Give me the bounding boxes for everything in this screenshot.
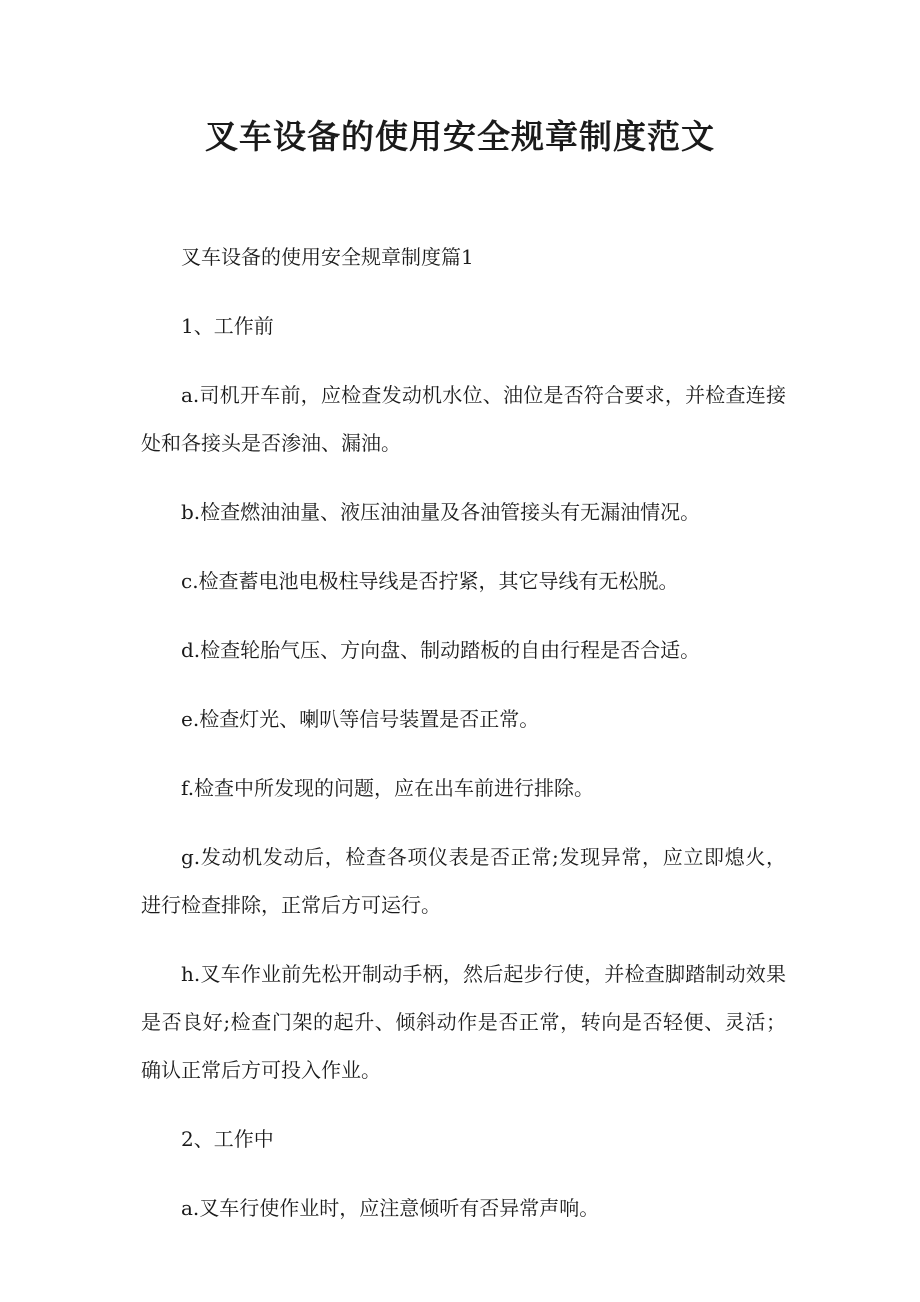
subsection-heading: 2、工作中 xyxy=(181,1127,274,1151)
paragraph: h.叉车作业前先松开制动手柄，然后起步行使，并检查脚踏制动效果是否良好;检查门架的起升、倾斜动作是否正常，转向是否轻便、灵活；确认正常后方可投入作业。 xyxy=(141,962,786,1082)
paragraph: a.叉车行使作业时，应注意倾听有否异常声响。 xyxy=(181,1196,600,1220)
paragraph: f.检查中所发现的问题，应在出车前进行排除。 xyxy=(181,776,595,800)
subsection-heading: 1、工作前 xyxy=(181,314,274,338)
paragraph: e.检查灯光、喇叭等信号装置是否正常。 xyxy=(181,707,540,731)
paragraph: d.检查轮胎气压、方向盘、制动踏板的自由行程是否合适。 xyxy=(181,638,701,662)
paragraph: a.司机开车前，应检查发动机水位、油位是否符合要求，并检查连接处和各接头是否渗油、漏油。 xyxy=(141,383,786,455)
document-body xyxy=(141,233,786,1253)
section-heading: 叉车设备的使用安全规章制度篇1 xyxy=(181,245,474,269)
paragraph: b.检查燃油油量、液压油油量及各油管接头有无漏油情况。 xyxy=(181,500,701,524)
paragraph: g.发动机发动后，检查各项仪表是否正常;发现异常，应立即熄火，进行检查排除，正常后方可运行。 xyxy=(141,845,786,917)
document-title: 叉车设备的使用安全规章制度范文 xyxy=(205,117,715,156)
paragraph: c.检查蓄电池电极柱导线是否拧紧，其它导线有无松脱。 xyxy=(181,569,679,593)
